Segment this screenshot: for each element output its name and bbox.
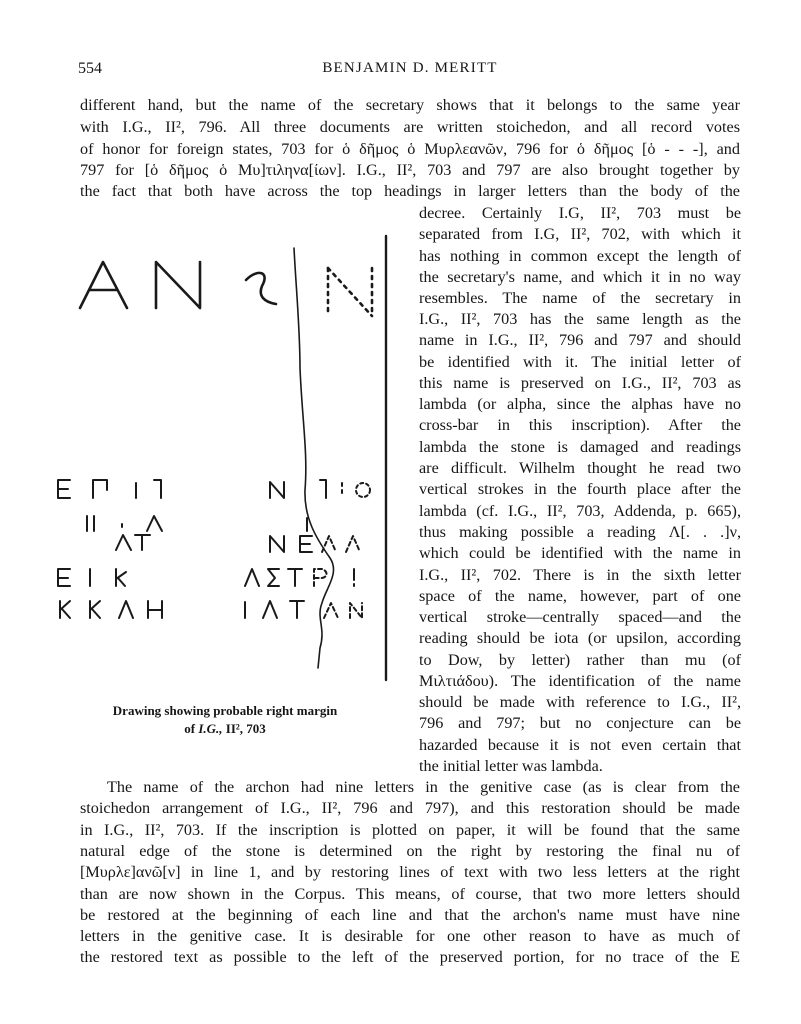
body-line: [Μυρλε]ανῶ[ν] in line 1, and by restoring lines of text with two less letters at the right <box>80 863 740 881</box>
glyph <box>58 480 70 498</box>
caption-line: Drawing showing probable right margin <box>112 703 338 718</box>
body-line: 796 and 797; but no conjecture can be <box>419 714 741 732</box>
running-head: BENJAMIN D. MERITT <box>322 60 498 76</box>
body-line: reading should be iota (or upsilon, according <box>419 629 741 647</box>
body-line: separated from I.G, II², 702, with which it <box>419 225 741 243</box>
glyph <box>350 603 362 618</box>
caption-line <box>80 720 370 738</box>
body-line: lambda (or alpha, since the alphas have no <box>419 395 741 413</box>
glyph <box>314 569 327 586</box>
body-line: to Dow, by letter) rather than mu (of <box>419 651 741 669</box>
body-line: cross-bar in this inscription). After the <box>419 416 741 434</box>
glyph <box>147 516 162 531</box>
glyph <box>116 569 126 586</box>
body-line: space of the name, however, part of one <box>419 587 741 605</box>
page-number: 554 <box>78 60 102 77</box>
glyph <box>263 601 277 618</box>
glyph <box>322 536 336 552</box>
body-line: hazarded because it is not even certain that <box>419 736 741 754</box>
caption-reference: I.G., <box>198 721 223 736</box>
figure-caption <box>80 702 370 738</box>
heading-letter-a <box>80 262 127 308</box>
glyph <box>245 569 259 586</box>
body-line: name in I.G., II², 796 and 797 and should <box>419 331 741 349</box>
body-line: be restored at the beginning of each line and that the archon's name must have nine <box>80 906 740 924</box>
body-line: the secretary's name, and which it in no way <box>419 268 741 286</box>
glyph <box>320 480 326 498</box>
glyph <box>346 536 360 552</box>
body-line: stoichedon arrangement of I.G., II², 796 and 797), and this restoration should be made <box>80 799 740 817</box>
body-line: the initial letter was lambda. <box>419 757 603 775</box>
glyph <box>300 536 312 552</box>
body-line: has nothing in common except the length of <box>419 247 741 265</box>
body-line: resembles. The name of the secretary in <box>419 289 741 307</box>
glyph <box>93 480 107 498</box>
glyph <box>154 480 161 498</box>
glyph <box>148 601 162 618</box>
body-line: letters in the genitive case. It is desirable for one other reason to have as much of <box>80 927 740 945</box>
body-line: decree. Certainly I.G, II², 703 must be <box>419 204 741 222</box>
glyph <box>58 569 70 586</box>
body-line: lambda (cf. I.G., II², 703, Addenda, p. 665), <box>419 502 741 520</box>
body-line: I.G., II², 703 has the same length as the <box>419 310 741 328</box>
body-line: Μιλτιάδου). The identification of the name <box>419 672 741 690</box>
glyph <box>290 601 304 618</box>
body-line: thus making possible a reading Λ[. . .]ν, <box>419 523 741 541</box>
body-line: different hand, but the name of the secretary shows that it belongs to the same year <box>80 96 740 114</box>
inscription-drawing <box>50 228 410 698</box>
body-line: lambda the stone is damaged and readings <box>419 438 741 456</box>
heading-letter-n-dotted <box>328 268 372 316</box>
caption-text: II², 703 <box>222 721 266 736</box>
caption-text: of <box>184 721 199 736</box>
glyph <box>116 535 131 550</box>
heading-letter-fragment <box>246 273 276 304</box>
body-line: are difficult. Wilhelm thought he read two <box>419 459 741 477</box>
body-line: the restored text as possible to the left of the preserved portion, for no trace of the E <box>80 948 740 966</box>
glyph <box>268 569 279 586</box>
body-line: natural edge of the stone is determined on the right by restoring the final nu of <box>80 842 740 860</box>
body-line: I.G., II², 702. There is in the sixth letter <box>419 566 741 584</box>
glyph <box>270 482 284 498</box>
body-line: the fact that both have across the top headings in larger letters than the body of the <box>80 182 740 200</box>
heading-letter-n <box>156 262 200 308</box>
body-line: this name is preserved on I.G., II², 703 as <box>419 374 741 392</box>
body-line: with I.G., II², 796. All three documents are written stoichedon, and all record votes <box>80 118 740 136</box>
body-line: in I.G., II², 703. If the inscription is plotted on paper, it will be found that the same <box>80 821 740 839</box>
page-header <box>78 60 742 84</box>
glyph <box>135 535 150 550</box>
body-line: should be made with reference to I.G., II², <box>419 693 741 711</box>
glyph <box>87 516 94 531</box>
body-line: which could be identified with the name in <box>419 544 741 562</box>
glyph <box>324 603 338 618</box>
body-line: The name of the archon had nine letters in the genitive case (as is clear from the <box>107 778 740 796</box>
glyph <box>119 601 133 618</box>
body-line: than are now shown in the Corpus. This means, of course, that two more letters should <box>80 885 740 903</box>
glyph <box>270 536 284 552</box>
body-line: be identified with it. The initial letter of <box>419 353 741 371</box>
body-line: 797 for [ὁ δῆμος ὁ Μυ]τιληνα[ίων]. I.G., II², 703 and 797 are also brought together by <box>80 161 740 179</box>
body-line: of honor for foreign states, 703 for ὁ δῆμος ὁ Μυρλεανῶν, 796 for ὁ δῆμος [ὁ - - -], and <box>80 140 740 158</box>
glyph <box>90 601 100 618</box>
glyph <box>288 569 302 586</box>
body-line: vertical strokes in the fourth place after the <box>419 480 741 498</box>
body-line: vertical stroke—centrally spaced—and the <box>419 608 741 626</box>
glyph <box>356 483 370 497</box>
glyph <box>60 601 70 618</box>
